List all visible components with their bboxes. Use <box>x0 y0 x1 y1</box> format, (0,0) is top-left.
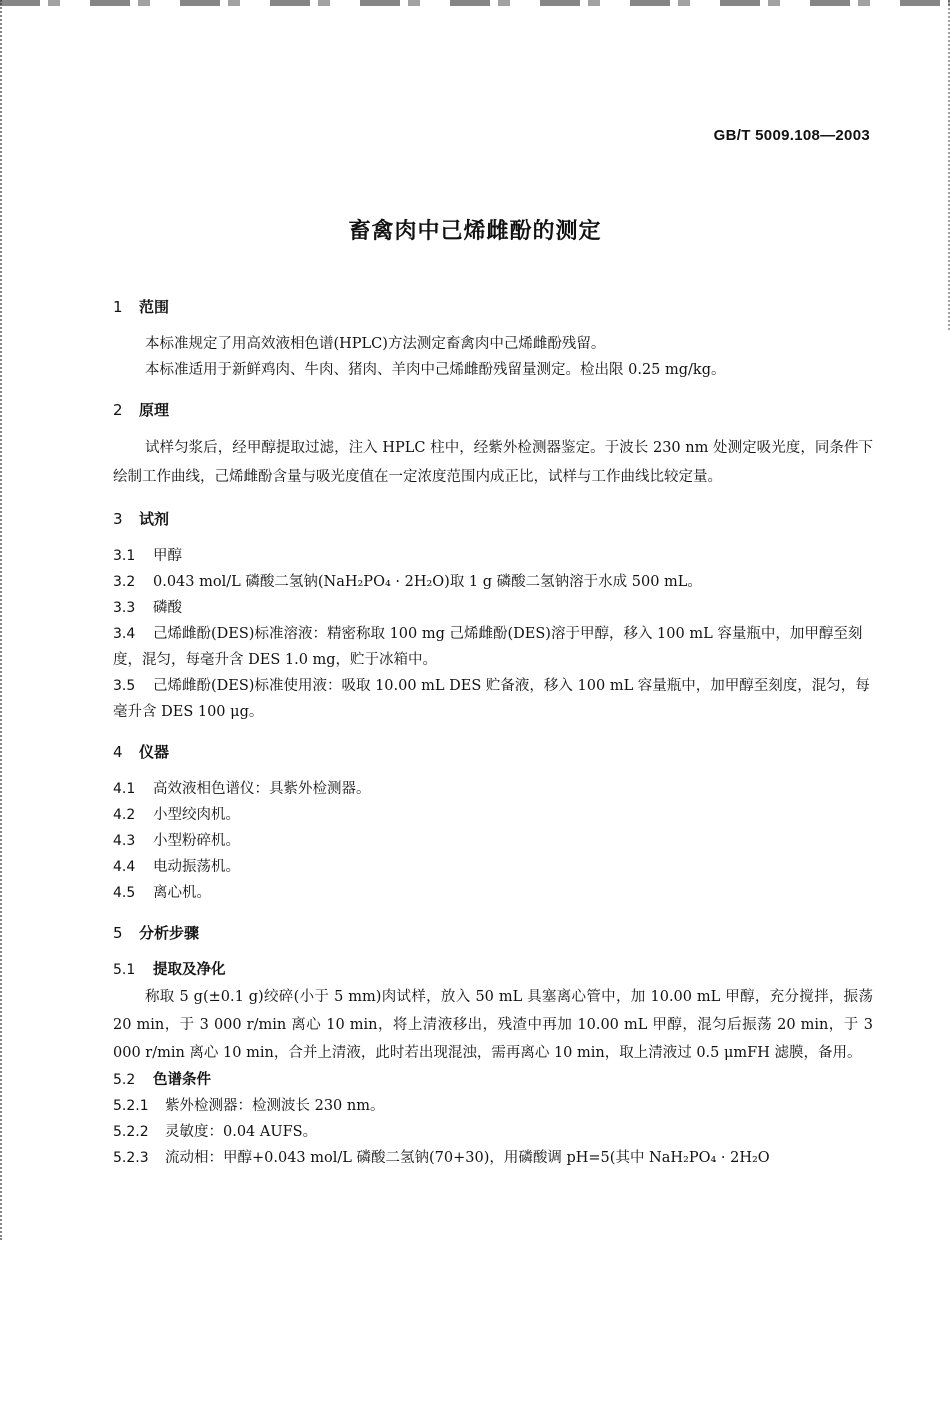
subsection-heading-5-2 <box>113 1067 873 1093</box>
item-text: 离心机。 <box>153 885 211 901</box>
item-number: 5.2.1 <box>113 1098 149 1114</box>
paragraph: 本标准规定了用高效液相色谱(HPLC)方法测定畜禽肉中己烯雌酚残留。 <box>145 336 606 352</box>
item-number: 4.2 <box>113 807 136 823</box>
scan-edge-right <box>945 0 950 330</box>
list-item <box>113 880 873 906</box>
list-item <box>113 1119 873 1145</box>
scan-edge-left <box>0 0 7 1240</box>
section-number: 3 <box>113 510 123 528</box>
list-item <box>113 595 873 621</box>
standard-code: GB/T 5009.108—2003 <box>713 127 870 144</box>
section-number: 4 <box>113 743 123 761</box>
section-number: 1 <box>113 298 123 316</box>
item-text: 电动振荡机。 <box>153 859 240 875</box>
item-number: 3.5 <box>113 678 136 694</box>
section-title: 仪器 <box>139 743 170 761</box>
item-number: 4.5 <box>113 885 136 901</box>
list-item <box>113 854 873 880</box>
section-heading-1 <box>113 294 873 320</box>
section-title: 原理 <box>139 401 170 419</box>
item-text: 流动相：甲醇+0.043 mol/L 磷酸二氢钠(70+30)，用磷酸调 pH=5(其中 NaH₂PO₄ · 2H₂O <box>165 1150 770 1166</box>
item-number: 5.2.2 <box>113 1124 149 1140</box>
item-text: 小型粉碎机。 <box>153 833 240 849</box>
item-number: 4.1 <box>113 781 136 797</box>
section-number: 5 <box>113 924 123 942</box>
item-number: 5.2.3 <box>113 1150 149 1166</box>
item-number: 4.4 <box>113 859 136 875</box>
item-number: 3.1 <box>113 548 136 564</box>
item-number: 4.3 <box>113 833 136 849</box>
section-title: 分析步骤 <box>139 924 200 942</box>
subsection-title: 色谱条件 <box>153 1072 211 1088</box>
list-item <box>113 569 873 595</box>
list-item <box>113 802 873 828</box>
list-item <box>113 776 873 802</box>
list-item <box>113 543 873 569</box>
section-title: 范围 <box>139 298 170 316</box>
item-text: 灵敏度：0.04 AUFS。 <box>165 1124 318 1140</box>
item-number: 3.2 <box>113 574 136 590</box>
paragraph: 本标准适用于新鲜鸡肉、牛肉、猪肉、羊肉中己烯雌酚残留量测定。检出限 0.25 mg/kg。 <box>145 362 726 378</box>
list-item <box>113 1145 873 1171</box>
item-number: 5.1 <box>113 962 136 978</box>
item-text: 0.043 mol/L 磷酸二氢钠(NaH₂PO₄ · 2H₂O)取 1 g 磷酸二氢钠溶于水成 500 mL。 <box>153 574 702 590</box>
item-text: 己烯雌酚(DES)标准使用液：吸取 10.00 mL DES 贮备液，移入 100 mL 容量瓶中，加甲醇至刻度，混匀，每毫升含 DES 100 μg。 <box>113 678 870 720</box>
subsection-title: 提取及净化 <box>153 962 226 978</box>
page-title: 畜禽肉中己烯雌酚的测定 <box>348 219 602 244</box>
item-number: 5.2 <box>113 1072 136 1088</box>
item-number: 3.4 <box>113 626 136 642</box>
section-heading-4 <box>113 739 873 765</box>
item-number: 3.3 <box>113 600 136 616</box>
list-item <box>113 621 873 673</box>
paragraph: 称取 5 g(±0.1 g)绞碎(小于 5 mm)肉试样，放入 50 mL 具塞离心管中，加 10.00 mL 甲醇，充分搅拌，振荡 20 min，于 3 000 r/min 离心 10 min，将上清液移出，残渣中再加 10.00 mL 甲醇，混匀后振荡 20 min，于 3 000 r/min 离心 10 min，合并上清液，此时若出现混浊，需再离心 10 min，取上清液过 0.5 μmFH 滤膜，备用。 <box>113 989 873 1061</box>
list-item <box>113 1093 873 1119</box>
section-heading-3 <box>113 506 873 532</box>
item-text: 小型绞肉机。 <box>153 807 240 823</box>
subsection-heading-5-1 <box>113 957 873 983</box>
item-text: 甲醇 <box>153 548 182 564</box>
item-text: 己烯雌酚(DES)标准溶液：精密称取 100 mg 己烯雌酚(DES)溶于甲醇，移入 100 mL 容量瓶中，加甲醇至刻度，混匀，每毫升含 DES 1.0 mg，贮于冰箱中。 <box>113 626 863 668</box>
section-number: 2 <box>113 401 123 419</box>
scan-edge-top <box>0 0 950 6</box>
section-heading-5 <box>113 920 873 946</box>
item-text: 磷酸 <box>153 600 182 616</box>
list-item <box>113 673 873 725</box>
document-body <box>113 294 873 1171</box>
paragraph: 试样匀浆后，经甲醇提取过滤，注入 HPLC 柱中，经紫外检测器鉴定。于波长 230 nm 处测定吸光度，同条件下绘制工作曲线，己烯雌酚含量与吸光度值在一定浓度范围内成正比，试样与工作曲线比较定量。 <box>113 440 873 485</box>
list-item <box>113 828 873 854</box>
section-heading-2 <box>113 397 873 423</box>
section-title: 试剂 <box>139 510 170 528</box>
item-text: 紫外检测器：检测波长 230 nm。 <box>165 1098 385 1114</box>
item-text: 高效液相色谱仪：具紫外检测器。 <box>153 781 371 797</box>
